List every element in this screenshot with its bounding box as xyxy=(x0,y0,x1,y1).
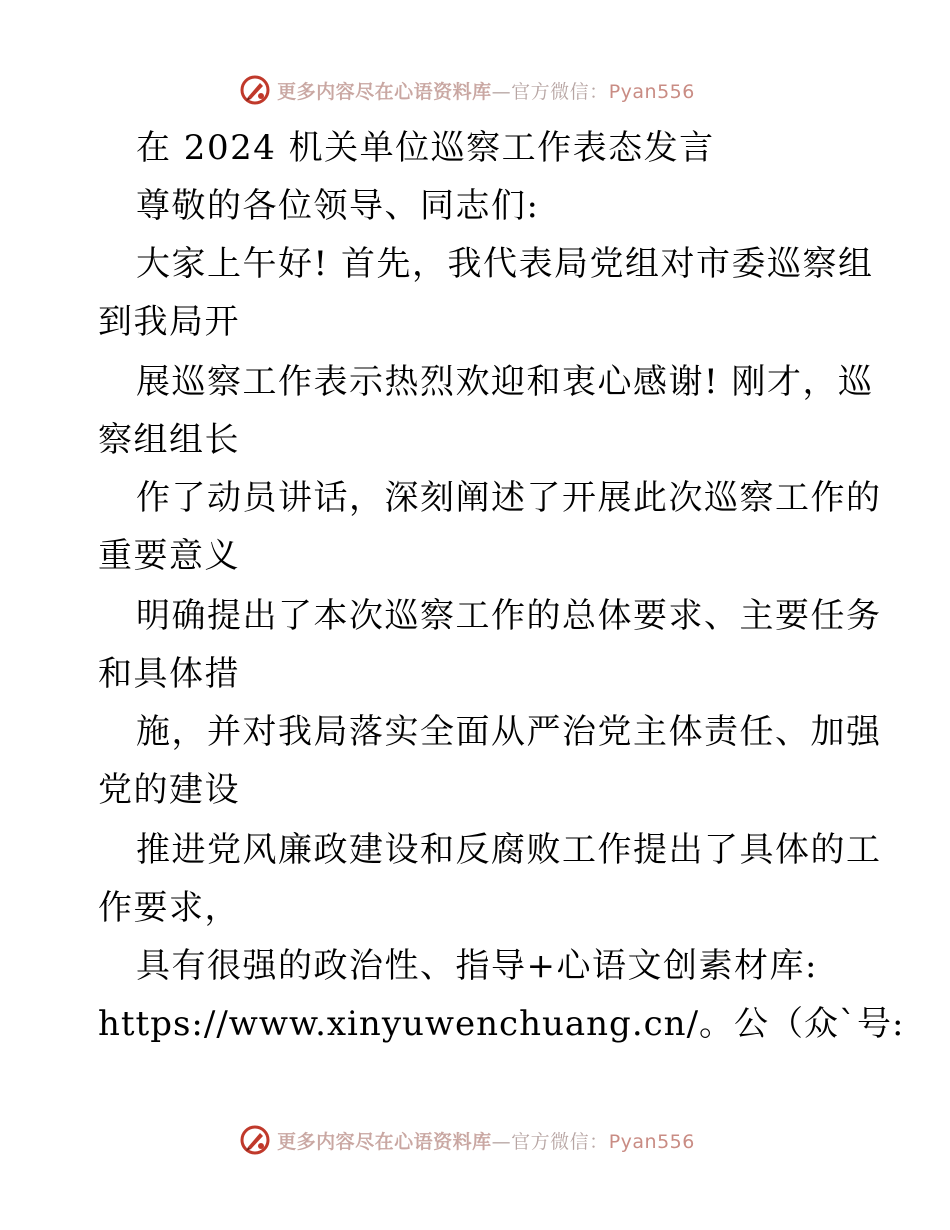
paragraph-line: 推进党风廉政建设和反腐败工作提出了具体的工 xyxy=(136,830,882,870)
paragraph-line: 党的建设 xyxy=(98,770,240,810)
paragraph-line: 大家上午好! 首先，我代表局党组对市委巡察组 xyxy=(136,244,874,284)
header-banner-content xyxy=(239,74,695,106)
paragraph-line: 重要意义 xyxy=(98,536,240,576)
paragraph-line: 展巡察工作表示热烈欢迎和衷心感谢! 刚才，巡 xyxy=(136,362,874,402)
footer-banner-contact-id: Pyan556 xyxy=(608,1130,695,1153)
paragraph-line: 施，并对我局落实全面从严治党主体责任、加强 xyxy=(136,712,882,752)
paragraph-line: 察组组长 xyxy=(98,420,240,460)
footer-banner-main: 更多内容尽在心语资料库 xyxy=(277,1130,492,1153)
paragraph-line: 具有很强的政治性、指导+心语文创素材库: xyxy=(136,946,818,986)
header-banner-text xyxy=(277,77,695,104)
footer-banner-separator: — xyxy=(491,1130,512,1153)
header-banner xyxy=(0,70,950,110)
header-banner-contact-id: Pyan556 xyxy=(608,80,695,103)
footer-banner-text xyxy=(277,1127,695,1154)
header-banner-contact-label: 官方微信： xyxy=(511,80,609,103)
paragraph-line: 作了动员讲话，深刻阐述了开展此次巡察工作的 xyxy=(136,478,882,518)
paragraph-line: 和具体措 xyxy=(98,654,240,694)
pen-logo-icon xyxy=(239,1124,271,1156)
document-title: 在 2024 机关单位巡察工作表态发言 xyxy=(136,128,715,168)
salutation: 尊敬的各位领导、同志们: xyxy=(136,186,540,226)
paragraph-line: 明确提出了本次巡察工作的总体要求、主要任务 xyxy=(136,596,882,636)
url-line: https://www.xinyuwenchuang.cn/。公（众`号: xyxy=(98,1004,905,1044)
footer-banner-content xyxy=(239,1124,695,1156)
footer-banner xyxy=(0,1120,950,1160)
header-banner-separator: — xyxy=(491,80,512,103)
header-banner-main: 更多内容尽在心语资料库 xyxy=(277,80,492,103)
paragraph-line: 作要求， xyxy=(98,888,240,928)
pen-logo-icon xyxy=(239,74,271,106)
paragraph-line: 到我局开 xyxy=(98,302,240,342)
footer-banner-contact-label: 官方微信： xyxy=(511,1130,609,1153)
